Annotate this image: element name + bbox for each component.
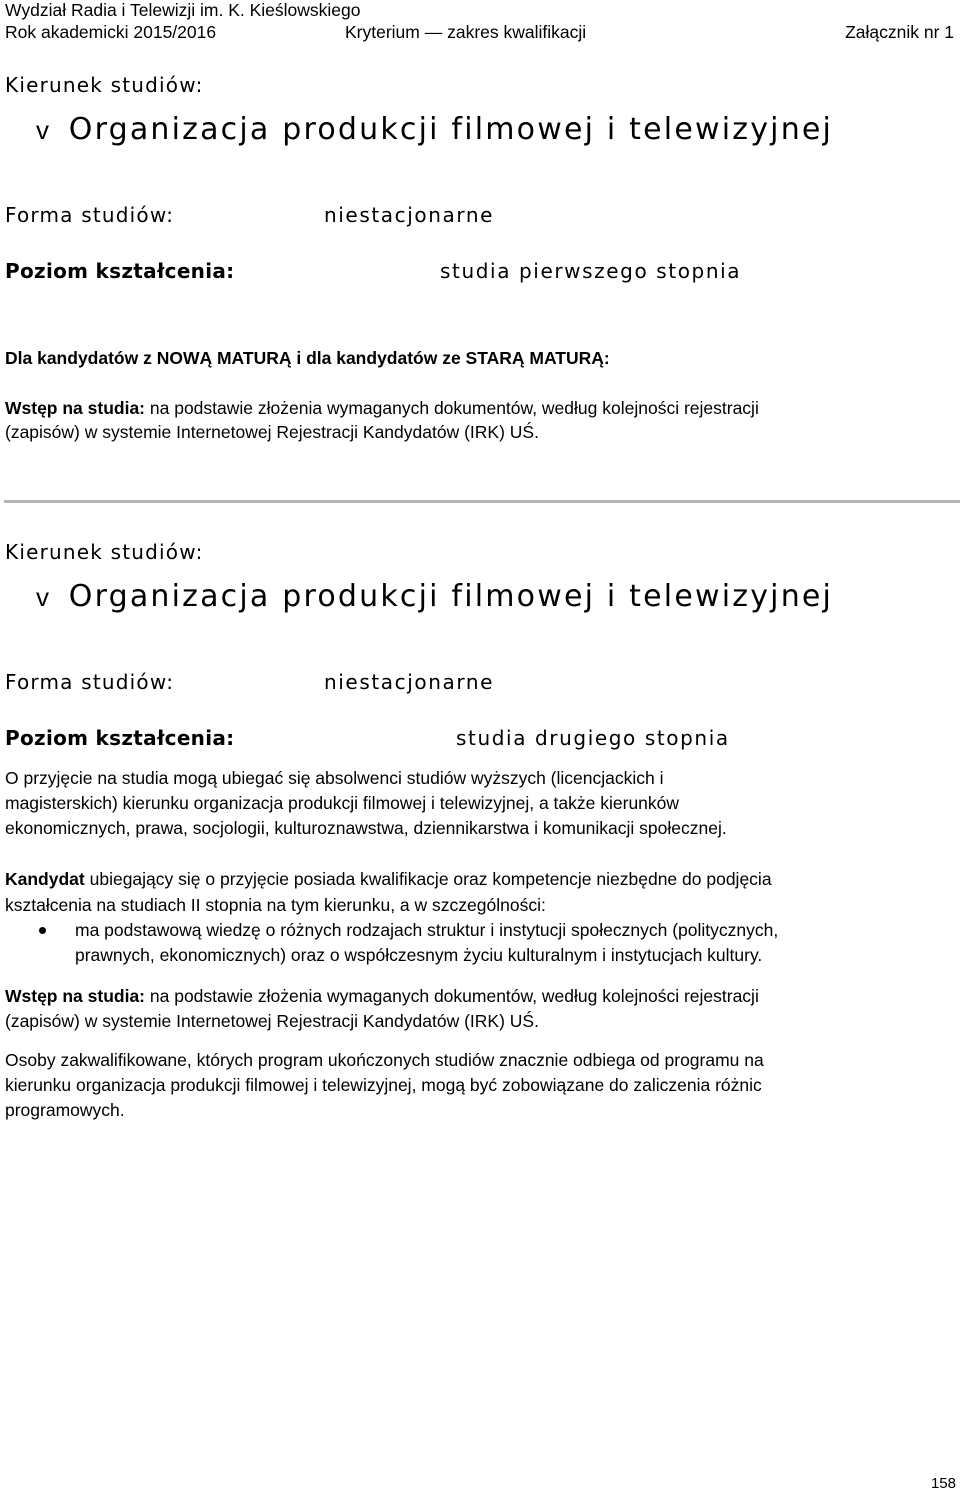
major-prefix: v <box>36 115 49 145</box>
bullet-item <box>75 918 778 968</box>
note-line-3: programowych. <box>5 1100 125 1120</box>
admission2-text-1: na podstawie złożenia wymaganych dokumentów, według kolejności rejestracji <box>149 986 759 1006</box>
candidate-paragraph <box>5 866 772 918</box>
major-name <box>36 112 833 147</box>
major-label: Kierunek studiów: <box>5 73 204 97</box>
candidate-text-2: kształcenia na studiach II stopnia na tym kierunku, a w szczególności: <box>5 895 546 915</box>
major-label-2: Kierunek studiów: <box>5 540 204 564</box>
form-label: Forma studiów: <box>5 203 175 227</box>
attachment-label: Załącznik nr 1 <box>845 22 954 42</box>
admission-text-1: na podstawie złożenia wymaganych dokumentów, według kolejności rejestracji <box>149 398 759 418</box>
major-title: Organizacja produkcji filmowej i telewizyjnej <box>68 112 834 147</box>
bullet-icon <box>39 927 46 934</box>
form-value: niestacjonarne <box>324 203 495 227</box>
faculty-name: Wydział Radia i Telewizji im. K. Kieślowskiego <box>5 0 361 20</box>
form-label-2: Forma studiów: <box>5 670 175 694</box>
level-value-2: studia drugiego stopnia <box>456 726 730 750</box>
admission-paragraph-2 <box>5 984 759 1034</box>
admission-label: Wstęp na studia: <box>5 398 146 418</box>
bullet-text-1: ma podstawową wiedzę o różnych rodzajach struktur i instytucji społecznych (politycznych, <box>75 920 779 940</box>
candidates-subheading: Dla kandydatów z NOWĄ MATURĄ i dla kandydatów ze STARĄ MATURĄ: <box>5 348 610 368</box>
major-title-2: Organizacja produkcji filmowej i telewizyjnej <box>68 579 834 614</box>
eligibility-line-3: ekonomicznych, prawa, socjologii, kulturoznawstwa, dziennikarstwa i komunikacji społecznej. <box>5 818 727 838</box>
eligibility-line-1: O przyjęcie na studia mogą ubiegać się absolwenci studiów wyższych (licencjackich i <box>5 768 664 788</box>
academic-year: Rok akademicki 2015/2016 <box>5 22 217 42</box>
note-line-1: Osoby zakwalifikowane, których program ukończonych studiów znacznie odbiega od programu na <box>5 1050 764 1070</box>
admission-text-2: (zapisów) w systemie Internetowej Rejestracji Kandydatów (IRK) UŚ. <box>5 422 539 442</box>
level-label: Poziom kształcenia: <box>5 259 235 283</box>
admission-label-2: Wstęp na studia: <box>5 986 146 1006</box>
eligibility-paragraph <box>5 766 727 841</box>
criterion-title: Kryterium — zakres kwalifikacji <box>345 22 587 42</box>
admission2-text-2: (zapisów) w systemie Internetowej Rejestracji Kandydatów (IRK) UŚ. <box>5 1011 539 1031</box>
major-name-2 <box>36 579 833 614</box>
note-line-2: kierunku organizacja produkcji filmowej i telewizyjnej, mogą być zobowiązane do zaliczenia różnic <box>5 1075 762 1095</box>
candidate-text-1: ubiegający się o przyjęcie posiada kwalifikacje oraz kompetencje niezbędne do podjęcia <box>89 869 772 889</box>
bullet-text-2: prawnych, ekonomicznych) oraz o współczesnym życiu kulturalnym i instytucjach kultury. <box>75 945 763 965</box>
candidate-label: Kandydat <box>5 869 85 889</box>
level-value: studia pierwszego stopnia <box>440 259 742 283</box>
admission-paragraph <box>5 396 759 444</box>
page-number: 158 <box>930 1475 956 1492</box>
level-label-2: Poziom kształcenia: <box>5 726 235 750</box>
section-divider <box>4 500 960 503</box>
major-prefix-2: v <box>36 582 49 612</box>
eligibility-line-2: magisterskich) kierunku organizacja produkcji filmowej i telewizyjnej, a także kierunków <box>5 793 680 813</box>
form-value-2: niestacjonarne <box>324 670 495 694</box>
note-paragraph <box>5 1048 764 1123</box>
